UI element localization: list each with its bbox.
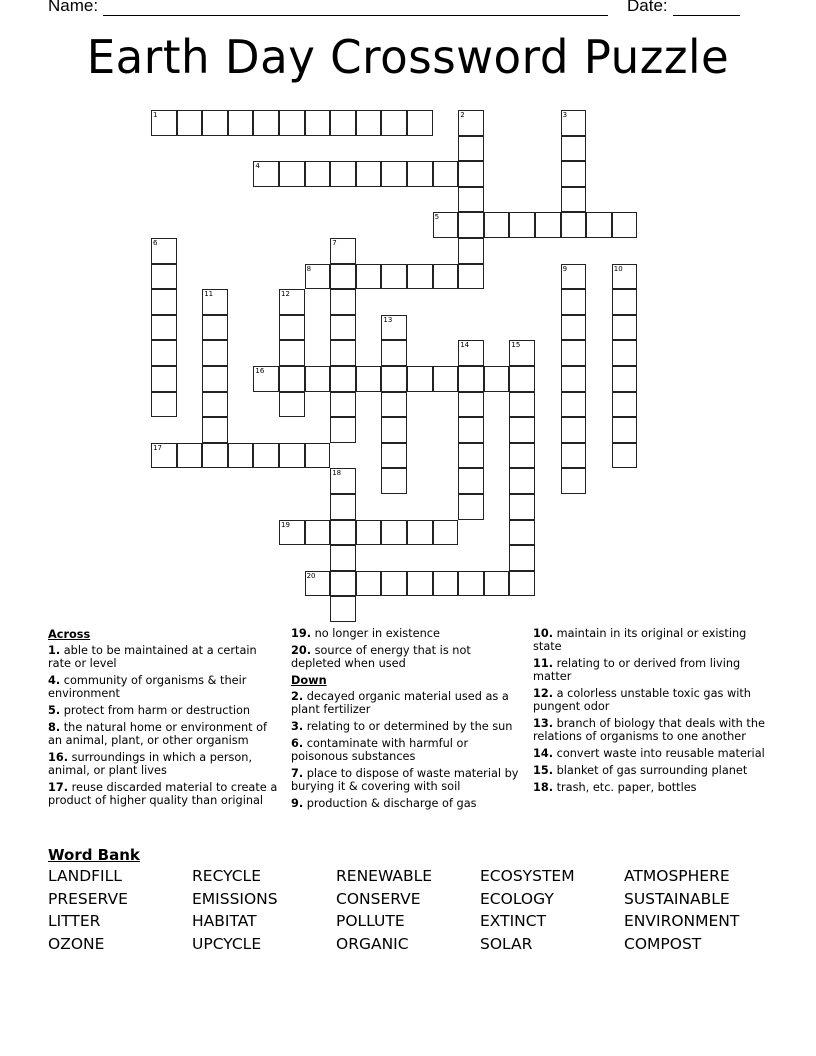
grid-cell[interactable] (305, 520, 331, 546)
grid-cell[interactable] (407, 571, 433, 597)
grid-cell[interactable] (305, 264, 331, 290)
grid-cell[interactable] (509, 392, 535, 418)
word-bank-word: ECOLOGY (480, 889, 554, 908)
clue-number: 10. (533, 627, 554, 640)
clue-text: the natural home or environment of an animal, plant, or other organism (48, 721, 268, 747)
grid-cell[interactable] (202, 315, 228, 341)
grid-cell[interactable] (381, 417, 407, 443)
grid-cell[interactable] (612, 443, 638, 469)
clue-text: trash, etc. paper, bottles (556, 781, 697, 794)
word-bank-word: PRESERVE (48, 889, 128, 908)
grid-cell[interactable] (228, 110, 254, 136)
grid-cell[interactable] (253, 366, 279, 392)
grid-cell[interactable] (561, 289, 587, 315)
grid-cell[interactable] (381, 315, 407, 341)
grid-cell[interactable] (177, 443, 203, 469)
grid-cell[interactable] (509, 212, 535, 238)
word-bank-word: ATMOSPHERE (624, 867, 730, 885)
grid-cell[interactable] (561, 187, 587, 213)
grid-cell[interactable] (151, 366, 177, 392)
clue-number: 5. (48, 704, 61, 717)
clue-number: 1. (48, 644, 61, 657)
grid-cell[interactable] (279, 315, 305, 341)
clue-number: 15 (511, 341, 521, 350)
grid-cell[interactable] (151, 392, 177, 418)
grid-cell[interactable] (561, 366, 587, 392)
grid-cell[interactable] (458, 340, 484, 366)
clue-number: 12. (533, 687, 554, 700)
grid-cell[interactable] (253, 110, 279, 136)
grid-cell[interactable] (433, 264, 459, 290)
word-bank-word: COMPOST (624, 934, 702, 953)
clue-number: 3. (291, 720, 304, 733)
clue-number: 10 (613, 264, 623, 273)
grid-cell[interactable] (433, 571, 459, 597)
word-bank-title: Word Bank (48, 846, 140, 864)
clue-text: relating to or derived from living matter (533, 657, 741, 683)
grid-cell[interactable] (458, 443, 484, 469)
grid-cell[interactable] (151, 340, 177, 366)
grid-cell[interactable] (458, 212, 484, 238)
grid-cell[interactable] (330, 571, 356, 597)
grid-cell[interactable] (279, 392, 305, 418)
clue-number: 5 (434, 213, 440, 222)
grid-cell[interactable] (561, 264, 587, 290)
clue-number: 16 (255, 367, 265, 375)
clue-number: 4. (48, 674, 61, 687)
grid-cell[interactable] (253, 443, 279, 469)
grid-cell[interactable] (509, 571, 535, 597)
grid-cell[interactable] (356, 161, 382, 187)
grid-cell[interactable] (202, 289, 228, 315)
grid-cell[interactable] (330, 238, 356, 264)
grid-cell[interactable] (561, 161, 587, 187)
grid-cell[interactable] (586, 212, 612, 238)
grid-cell[interactable] (407, 110, 433, 136)
word-bank-word: ENVIRONMENT (624, 912, 740, 930)
clue-number: 18. (533, 781, 554, 794)
grid-cell[interactable] (202, 340, 228, 366)
grid-cell[interactable] (561, 212, 587, 238)
clue-number: 9. (291, 797, 304, 810)
word-bank (48, 846, 768, 954)
grid-cell[interactable] (509, 340, 535, 366)
grid-cell[interactable] (330, 596, 356, 622)
clue-text: relating to or determined by the sun (306, 720, 513, 733)
grid-cell[interactable] (381, 161, 407, 187)
word-bank-word: POLLUTE (336, 912, 405, 930)
grid-cell[interactable] (151, 110, 177, 136)
grid-cell[interactable] (407, 161, 433, 187)
clue-number: 12 (281, 290, 290, 299)
clue-number: 13. (533, 717, 554, 730)
clue-number: 2 (460, 111, 465, 119)
grid-cell[interactable] (330, 110, 356, 136)
clue-item (533, 687, 768, 713)
clue-number: 1 (153, 111, 158, 119)
date-field[interactable] (673, 15, 740, 16)
clue-text: decayed organic material used as a plant fertilizer (291, 690, 509, 716)
clue-text: convert waste into reusable material (556, 747, 765, 760)
clue-item (291, 767, 523, 793)
grid-cell[interactable] (509, 468, 535, 494)
clue-text: reuse discarded material to create a product of higher quality than original (48, 781, 278, 807)
grid-cell[interactable] (407, 264, 433, 290)
grid-cell[interactable] (279, 161, 305, 187)
clue-number: 15. (533, 764, 554, 777)
grid-cell[interactable] (612, 340, 638, 366)
grid-cell[interactable] (458, 187, 484, 213)
clue-item (48, 751, 280, 777)
word-bank-word: ECOSYSTEM (480, 867, 575, 885)
clues-column-1 (48, 628, 280, 811)
grid-cell[interactable] (458, 136, 484, 162)
grid-cell[interactable] (612, 392, 638, 418)
across-heading: Across (48, 628, 91, 641)
clue-text: surroundings in which a person, animal, or plant lives (48, 751, 253, 777)
grid-cell[interactable] (330, 264, 356, 290)
grid-cell[interactable] (381, 340, 407, 366)
word-bank-word: RENEWABLE (336, 867, 433, 885)
grid-cell[interactable] (561, 417, 587, 443)
grid-cell[interactable] (330, 366, 356, 392)
clue-number: 2. (291, 690, 304, 703)
clue-text: protect from harm or destruction (63, 704, 251, 717)
grid-cell[interactable] (356, 520, 382, 546)
word-bank-word: RECYCLE (192, 867, 261, 885)
clue-number: 14 (460, 341, 470, 350)
grid-cell[interactable] (612, 212, 638, 238)
clue-item (48, 721, 280, 747)
word-bank-word: SOLAR (480, 934, 533, 953)
grid-cell[interactable] (330, 340, 356, 366)
grid-cell[interactable] (458, 366, 484, 392)
clue-item (291, 797, 523, 810)
grid-cell[interactable] (535, 212, 561, 238)
clue-item (533, 627, 768, 653)
clue-number: 9 (562, 264, 568, 273)
clue-text: blanket of gas surrounding planet (556, 764, 748, 777)
grid-cell[interactable] (253, 161, 279, 187)
clue-number: 19. (291, 627, 312, 640)
grid-cell[interactable] (612, 417, 638, 443)
word-bank-word: LITTER (48, 912, 101, 930)
clue-item (533, 717, 768, 743)
clue-item (48, 644, 280, 670)
clue-text: production & discharge of gas (306, 797, 477, 810)
grid-cell[interactable] (407, 520, 433, 546)
grid-cell[interactable] (458, 571, 484, 597)
clue-item (533, 657, 768, 683)
grid-cell[interactable] (356, 264, 382, 290)
grid-cell[interactable] (433, 212, 459, 238)
grid-cell[interactable] (509, 443, 535, 469)
grid-cell[interactable] (202, 392, 228, 418)
clue-text: source of energy that is not depleted when used (291, 644, 471, 670)
clue-text: no longer in existence (314, 627, 440, 640)
grid-cell[interactable] (151, 264, 177, 290)
grid-cell[interactable] (509, 494, 535, 520)
grid-cell[interactable] (177, 110, 203, 136)
clue-text: community of organisms & their environment (48, 674, 247, 700)
grid-cell[interactable] (202, 366, 228, 392)
grid-cell[interactable] (305, 161, 331, 187)
clue-item (48, 781, 280, 807)
clue-item (291, 720, 523, 733)
grid-cell[interactable] (356, 110, 382, 136)
grid-cell[interactable] (356, 366, 382, 392)
word-bank-word: ORGANIC (336, 934, 409, 953)
grid-cell[interactable] (330, 545, 356, 571)
grid-cell[interactable] (381, 520, 407, 546)
clue-number: 17. (48, 781, 69, 794)
clue-item (291, 644, 523, 670)
grid-cell[interactable] (330, 417, 356, 443)
clue-item (48, 674, 280, 700)
grid-cell[interactable] (381, 468, 407, 494)
word-bank-word: CONSERVE (336, 889, 421, 908)
grid-cell[interactable] (458, 468, 484, 494)
grid-cell[interactable] (458, 417, 484, 443)
clue-number: 3 (562, 111, 568, 119)
clue-number: 8 (306, 264, 312, 273)
clue-number: 6. (291, 737, 304, 750)
clues-column-2 (291, 627, 523, 814)
grid-cell[interactable] (151, 315, 177, 341)
clue-item (533, 781, 768, 794)
grid-cell[interactable] (612, 289, 638, 315)
grid-cell[interactable] (202, 110, 228, 136)
grid-cell[interactable] (381, 443, 407, 469)
grid-cell[interactable] (151, 289, 177, 315)
grid-cell[interactable] (458, 264, 484, 290)
grid-cell[interactable] (458, 392, 484, 418)
word-bank-word: UPCYCLE (192, 934, 262, 953)
clue-number: 11 (204, 290, 214, 299)
word-bank-word: SUSTAINABLE (624, 889, 730, 908)
clue-text: branch of biology that deals with the relations of organisms to one another (533, 717, 765, 743)
clue-number: 7 (332, 239, 337, 247)
clue-text: maintain in its original or existing state (533, 627, 747, 653)
grid-cell[interactable] (561, 443, 587, 469)
date-label: Date: (627, 0, 668, 15)
clue-number: 14. (533, 747, 554, 760)
clue-number: 13 (383, 315, 393, 324)
grid-cell[interactable] (330, 161, 356, 187)
clue-number: 20. (291, 644, 312, 657)
name-label: Name: (48, 0, 99, 15)
grid-cell[interactable] (305, 443, 331, 469)
clue-number: 20 (306, 571, 316, 580)
clue-item (533, 747, 768, 760)
grid-cell[interactable] (407, 366, 433, 392)
word-bank-list (48, 866, 768, 954)
grid-cell[interactable] (330, 392, 356, 418)
grid-cell[interactable] (279, 443, 305, 469)
grid-cell[interactable] (381, 264, 407, 290)
clue-number: 7. (291, 767, 304, 780)
grid-cell[interactable] (330, 494, 356, 520)
word-bank-word: OZONE (48, 934, 105, 953)
clue-text: able to be maintained at a certain rate or level (48, 644, 257, 670)
grid-cell[interactable] (433, 520, 459, 546)
clue-text: place to dispose of waste material by burying it & covering with soil (291, 767, 519, 793)
grid-cell[interactable] (151, 443, 177, 469)
grid-cell[interactable] (561, 136, 587, 162)
grid-cell[interactable] (509, 366, 535, 392)
word-bank-word: EXTINCT (480, 912, 547, 930)
grid-cell[interactable] (305, 110, 331, 136)
grid-cell[interactable] (330, 315, 356, 341)
grid-cell[interactable] (305, 366, 331, 392)
grid-cell[interactable] (330, 520, 356, 546)
grid-cell[interactable] (458, 238, 484, 264)
clue-number: 16. (48, 751, 69, 764)
grid-cell[interactable] (356, 571, 382, 597)
grid-cell[interactable] (561, 340, 587, 366)
grid-cell[interactable] (484, 366, 510, 392)
word-bank-word: LANDFILL (48, 867, 122, 885)
clues-column-3 (533, 627, 768, 798)
clue-text: a colorless unstable toxic gas with pungent odor (533, 687, 751, 713)
grid-cell[interactable] (279, 366, 305, 392)
grid-cell[interactable] (228, 443, 254, 469)
grid-cell[interactable] (458, 110, 484, 136)
grid-cell[interactable] (433, 161, 459, 187)
clue-number: 8. (48, 721, 61, 734)
grid-cell[interactable] (330, 468, 356, 494)
grid-cell[interactable] (433, 366, 459, 392)
clue-number: 18 (332, 469, 342, 478)
clue-item (291, 690, 523, 716)
grid-cell[interactable] (151, 238, 177, 264)
clue-number: 4 (255, 162, 260, 171)
grid-cell[interactable] (381, 392, 407, 418)
grid-cell[interactable] (279, 289, 305, 315)
grid-cell[interactable] (561, 315, 587, 341)
word-bank-word: EMISSIONS (192, 889, 278, 908)
clue-number: 17 (153, 443, 162, 452)
grid-cell[interactable] (279, 340, 305, 366)
grid-cell[interactable] (612, 315, 638, 341)
grid-cell[interactable] (612, 264, 638, 290)
grid-cell[interactable] (561, 392, 587, 418)
grid-cell[interactable] (484, 571, 510, 597)
grid-cell[interactable] (381, 571, 407, 597)
clue-item (291, 627, 523, 640)
clue-text: contaminate with harmful or poisonous substances (291, 737, 469, 763)
grid-cell[interactable] (458, 494, 484, 520)
grid-cell[interactable] (381, 110, 407, 136)
page-title: Earth Day Crossword Puzzle (86, 30, 730, 84)
clue-item (533, 764, 768, 777)
grid-cell[interactable] (279, 110, 305, 136)
grid-cell[interactable] (305, 571, 331, 597)
grid-cell[interactable] (279, 520, 305, 546)
clue-item (48, 704, 280, 717)
name-field[interactable] (103, 15, 608, 16)
grid-cell[interactable] (561, 468, 587, 494)
word-bank-word: HABITAT (192, 912, 257, 930)
clue-number: 6 (153, 239, 158, 247)
clue-number: 11. (533, 657, 554, 670)
grid-cell[interactable] (202, 417, 228, 443)
grid-cell[interactable] (484, 212, 510, 238)
down-heading: Down (291, 674, 327, 687)
grid-cell[interactable] (612, 366, 638, 392)
grid-cell[interactable] (330, 289, 356, 315)
clue-item (291, 737, 523, 763)
grid-cell[interactable] (202, 443, 228, 469)
grid-cell[interactable] (509, 417, 535, 443)
grid-cell[interactable] (458, 161, 484, 187)
grid-cell[interactable] (509, 545, 535, 571)
clue-number: 19 (281, 520, 290, 529)
grid-cell[interactable] (381, 366, 407, 392)
grid-cell[interactable] (509, 520, 535, 546)
grid-cell[interactable] (561, 110, 587, 136)
